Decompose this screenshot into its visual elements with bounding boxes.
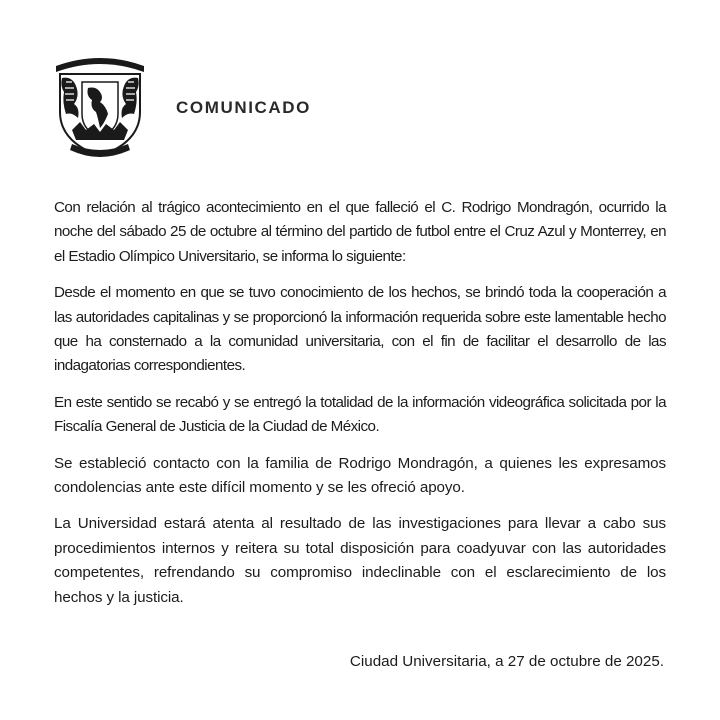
unam-seal-icon xyxy=(50,52,150,162)
page-title: COMUNICADO xyxy=(176,98,311,117)
paragraph-5: La Universidad estará atenta al resultado de las investigaciones para llevar a cabo sus procedimientos internos y reitera su total disposición para coadyuvar con las autoridades competentes, refrendando su compromiso indeclinable con el esclarecimiento de los hechos y la justicia. xyxy=(54,515,666,606)
paragraph-1: Con relación al trágico acontecimiento en el que falleció el C. Rodrigo Mondragón, ocurrido la noche del sábado 25 de octubre al término del partido de futbol entre el Cruz Azul y Monterrey, en el Estadio Olímpico Universitario, se informa lo siguiente: xyxy=(54,199,666,265)
paragraph-4: Se estableció contacto con la familia de Rodrigo Mondragón, a quienes les expresamos condolencias ante este difícil momento y se les ofreció apoyo. xyxy=(54,454,666,497)
paragraph-2: Desde el momento en que se tuvo conocimiento de los hechos, se brindó toda la cooperación a las autoridades capitalinas y se proporcionó la información requerida sobre este lamentable hecho que ha consternado a la comunidad universitaria, con el fin de facilitar el desarrollo de las indagatorias correspondientes. xyxy=(54,284,666,375)
paragraph-3: En este sentido se recabó y se entregó la totalidad de la información videográfica solicitada por la Fiscalía General de Justicia de la Ciudad de México. xyxy=(54,393,666,436)
place-date-signoff: Ciudad Universitaria, a 27 de octubre de 2025. xyxy=(349,653,664,670)
statement-body xyxy=(54,196,666,622)
header xyxy=(50,52,150,162)
